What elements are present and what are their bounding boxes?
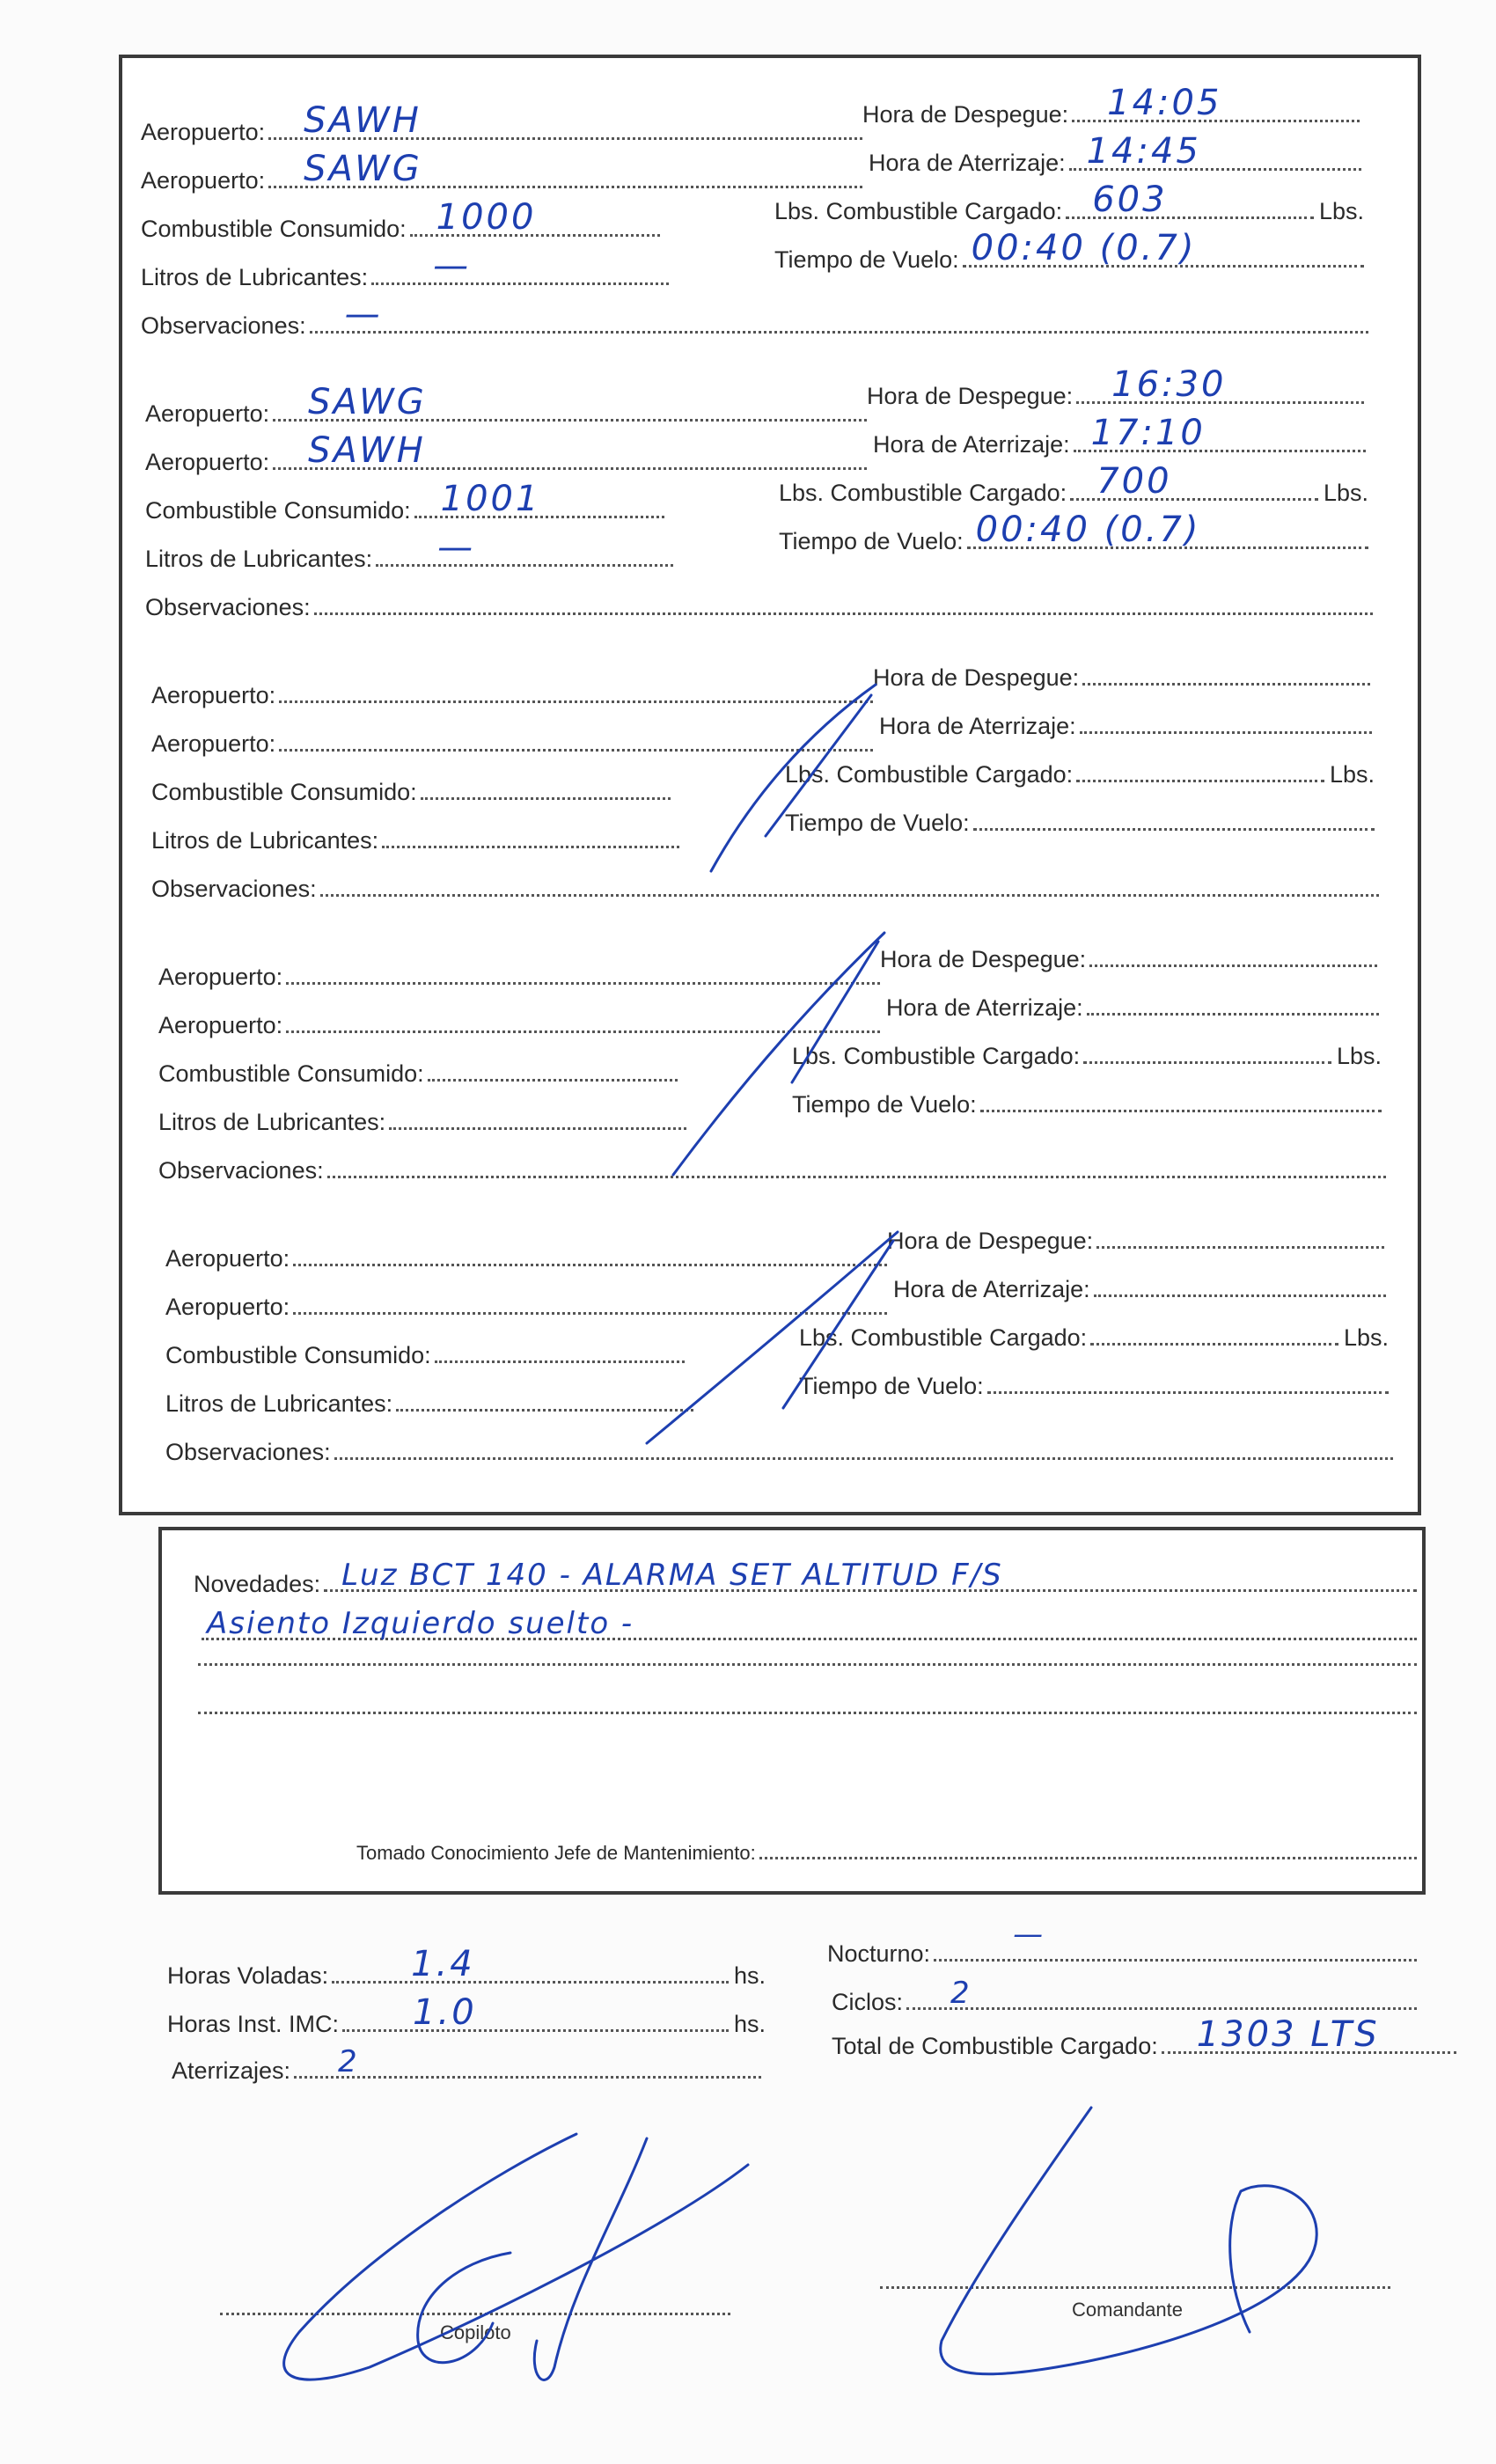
flight-3-fuel-used-row: [151, 774, 671, 806]
airport-from-label: Aeropuerto:: [151, 682, 276, 708]
flight-4-airport-to-row: [158, 1008, 880, 1039]
lubricants-label: Litros de Lubricantes:: [145, 546, 373, 572]
airport-to-value: SAWG: [304, 149, 422, 189]
flight-5-takeoff-field[interactable]: [1096, 1223, 1384, 1249]
novedades-row-1: [194, 1558, 1417, 1598]
lbs-unit: Lbs.: [1336, 1043, 1382, 1069]
night-row: [827, 1917, 1417, 1968]
flight-4-fuel-used-row: [158, 1056, 678, 1088]
flight-4-fuel-used-field[interactable]: [428, 1056, 678, 1082]
landings-row: [172, 2044, 761, 2085]
airport-to-label: Aeropuerto:: [165, 1294, 290, 1320]
flight-5-flight-time-field[interactable]: [987, 1368, 1389, 1394]
flight-4-takeoff-row: [880, 942, 1377, 973]
flight-3-landing-row: [879, 708, 1372, 740]
night-field[interactable]: [934, 1917, 1417, 1962]
fuel-used-value: 1001: [440, 479, 541, 519]
observations-label: Observaciones:: [165, 1439, 331, 1465]
copilot-signature-line[interactable]: [220, 2313, 730, 2315]
airport-to-label: Aeropuerto:: [158, 1012, 283, 1038]
acknowledged-row: [356, 1839, 1417, 1865]
fuel-used-label: Combustible Consumido:: [151, 779, 417, 805]
lubricants-label: Litros de Lubricantes:: [165, 1390, 393, 1417]
lubricants-label: Litros de Lubricantes:: [158, 1109, 386, 1135]
flight-3-fuel-loaded-field[interactable]: [1076, 757, 1324, 782]
copilot-label: Copiloto: [440, 2321, 511, 2343]
flight-time-label: Tiempo de Vuelo:: [779, 528, 964, 554]
night-label: Nocturno:: [827, 1940, 931, 1967]
flight-5-fuel-loaded-field[interactable]: [1090, 1320, 1338, 1346]
hours-flown-row: [167, 1944, 766, 1990]
flight-3-airport-to-field[interactable]: [279, 726, 873, 752]
flight-2-landing-row: [873, 413, 1366, 458]
flight-3-airport-from-row: [151, 678, 873, 709]
night-value: —: [1013, 1917, 1045, 1952]
flight-1-fuel-used-field[interactable]: [410, 197, 660, 238]
flight-2-landing-field[interactable]: [1074, 413, 1366, 453]
flight-1-observations-field[interactable]: [310, 294, 1368, 334]
flight-5-takeoff-row: [887, 1223, 1384, 1255]
hours-imc-value: 1.0: [413, 1992, 477, 2033]
flight-5-fuel-used-row: [165, 1338, 685, 1369]
commander-signature-icon: [941, 2108, 1316, 2374]
total-fuel-value: 1303 LTS: [1196, 2014, 1380, 2055]
airport-to-label: Aeropuerto:: [151, 730, 276, 757]
commander-signature-line[interactable]: [880, 2286, 1390, 2289]
flight-3-flight-time-field[interactable]: [973, 805, 1375, 831]
flight-5-airport-from-field[interactable]: [293, 1241, 887, 1266]
flight-1-flight-time-field[interactable]: [963, 228, 1364, 268]
flight-5-fuel-used-field[interactable]: [435, 1338, 685, 1363]
flight-2-observations-field[interactable]: [314, 590, 1373, 615]
fuel-loaded-label: Lbs. Combustible Cargado:: [785, 761, 1074, 788]
takeoff-label: Hora de Despegue:: [887, 1228, 1094, 1254]
airport-from-value: SAWH: [304, 100, 422, 141]
flight-4-lubricants-row: [158, 1104, 686, 1136]
flight-1-flight-time-row: [774, 228, 1364, 274]
flight-5-lubricants-row: [165, 1386, 693, 1418]
flight-4-fuel-loaded-field[interactable]: [1083, 1038, 1331, 1064]
novedades-line-4[interactable]: [198, 1712, 1417, 1714]
fuel-used-label: Combustible Consumido:: [145, 497, 411, 524]
fuel-used-value: 1000: [436, 197, 537, 238]
flight-time-label: Tiempo de Vuelo:: [774, 246, 959, 273]
landing-label: Hora de Aterrizaje:: [886, 994, 1083, 1021]
flight-2-fuel-loaded-row: [779, 461, 1368, 507]
flight-2-fuel-loaded-field[interactable]: [1070, 461, 1318, 502]
flight-5-airport-to-row: [165, 1289, 887, 1321]
landing-value: 17:10: [1090, 413, 1206, 453]
flight-5-landing-row: [893, 1272, 1386, 1303]
flight-time-value: 00:40 (0.7): [971, 228, 1197, 268]
total-fuel-field[interactable]: [1162, 2014, 1456, 2055]
flight-2-airport-to-field[interactable]: [273, 430, 867, 471]
flight-4-flight-time-field[interactable]: [980, 1087, 1382, 1112]
takeoff-label: Hora de Despegue:: [862, 101, 1069, 128]
hours-imc-label: Horas Inst. IMC:: [167, 2011, 340, 2037]
airport-from-label: Aeropuerto:: [158, 964, 283, 990]
flight-4-landing-row: [886, 990, 1379, 1022]
fuel-loaded-value: 700: [1096, 461, 1172, 502]
landings-label: Aterrizajes:: [172, 2057, 291, 2084]
fuel-loaded-label: Lbs. Combustible Cargado:: [799, 1324, 1088, 1351]
flight-time-label: Tiempo de Vuelo:: [799, 1373, 984, 1399]
flight-1-airport-to-row: [141, 149, 862, 194]
cycles-value: 2: [950, 1976, 972, 2011]
fuel-used-label: Combustible Consumido:: [165, 1342, 431, 1368]
novedades-row-2: [198, 1606, 1417, 1641]
flight-1-fuel-loaded-row: [774, 180, 1364, 225]
flight-4-flight-time-row: [792, 1087, 1382, 1118]
fuel-loaded-value: 603: [1092, 180, 1168, 220]
novedades-text-2: Asiento Izquierdo suelto -: [207, 1606, 634, 1641]
novedades-line-2[interactable]: [202, 1606, 1417, 1641]
acknowledged-field[interactable]: [759, 1839, 1417, 1859]
flight-4-fuel-loaded-row: [792, 1038, 1382, 1070]
flight-1-airport-from-row: [141, 100, 862, 146]
flight-1-airport-from-field[interactable]: [268, 100, 862, 141]
hours-flown-field[interactable]: [332, 1944, 729, 1984]
flight-2-airport-to-row: [145, 430, 867, 476]
flight-3-landing-field[interactable]: [1080, 708, 1372, 734]
flight-2-observations-row: [145, 590, 1373, 621]
commander-label: Comandante: [1072, 2299, 1183, 2321]
flight-4-airport-from-row: [158, 959, 880, 991]
copilot-signature-icon: [284, 2134, 748, 2380]
flight-5-lubricants-field[interactable]: [396, 1386, 693, 1412]
observations-value: —: [344, 294, 383, 334]
flight-3-airport-from-field[interactable]: [279, 678, 873, 703]
flight-4-observations-row: [158, 1153, 1386, 1184]
lubricants-value: —: [433, 246, 472, 286]
flight-2-airport-from-field[interactable]: [273, 382, 867, 422]
observations-label: Observaciones:: [145, 594, 311, 620]
fuel-loaded-label: Lbs. Combustible Cargado:: [792, 1043, 1081, 1069]
novedades-line-3[interactable]: [198, 1663, 1417, 1666]
airport-from-value: SAWG: [308, 382, 427, 422]
novedades-text-1: Luz BCT 140 - ALARMA SET ALTITUD F/S: [341, 1558, 1003, 1593]
flight-2-fuel-used-field[interactable]: [414, 479, 664, 519]
flight-3-observations-field[interactable]: [320, 871, 1379, 897]
landing-value: 14:45: [1086, 131, 1201, 172]
acknowledged-label: Tomado Conocimiento Jefe de Mantenimiento:: [356, 1842, 756, 1864]
flight-2-flight-time-field[interactable]: [967, 510, 1368, 550]
novedades-line-1[interactable]: [324, 1558, 1417, 1593]
flight-1-fuel-loaded-field[interactable]: [1066, 180, 1314, 220]
landings-field[interactable]: [294, 2044, 761, 2079]
flight-1-lubricants-field[interactable]: [371, 246, 669, 286]
flight-4-observations-field[interactable]: [327, 1153, 1386, 1178]
cycles-field[interactable]: [906, 1976, 1417, 2011]
flight-1-observations-row: [141, 294, 1368, 340]
airport-to-label: Aeropuerto:: [145, 449, 270, 475]
landing-label: Hora de Aterrizaje:: [869, 150, 1066, 176]
flight-2-lubricants-row: [145, 527, 673, 573]
flight-2-flight-time-row: [779, 510, 1368, 555]
flight-3-flight-time-row: [785, 805, 1375, 837]
fuel-loaded-label: Lbs. Combustible Cargado:: [774, 198, 1063, 224]
lbs-unit: Lbs.: [1318, 198, 1364, 224]
flight-3-fuel-loaded-row: [785, 757, 1375, 788]
hours-flown-unit: hs.: [733, 1962, 766, 1989]
hours-flown-value: 1.4: [411, 1944, 475, 1984]
takeoff-value: 14:05: [1107, 83, 1222, 123]
cycles-row: [832, 1976, 1417, 2016]
landing-label: Hora de Aterrizaje:: [873, 431, 1070, 458]
flight-4-lubricants-field[interactable]: [389, 1104, 686, 1130]
flight-1-airport-to-field[interactable]: [268, 149, 862, 189]
flight-3-airport-to-row: [151, 726, 873, 758]
flight-1-landing-field[interactable]: [1069, 131, 1361, 172]
hours-imc-field[interactable]: [342, 1992, 729, 2033]
lbs-unit: Lbs.: [1329, 761, 1375, 788]
flight-5-observations-row: [165, 1434, 1393, 1466]
lbs-unit: Lbs.: [1323, 480, 1368, 506]
flight-5-observations-field[interactable]: [334, 1434, 1393, 1460]
lubricants-label: Litros de Lubricantes:: [151, 827, 379, 854]
flight-3-takeoff-row: [873, 660, 1370, 692]
flight-5-airport-from-row: [165, 1241, 887, 1272]
cycles-label: Ciclos:: [832, 1989, 904, 2015]
flight-2-lubricants-field[interactable]: [376, 527, 673, 568]
takeoff-value: 16:30: [1111, 364, 1227, 405]
airport-to-label: Aeropuerto:: [141, 167, 266, 194]
hours-imc-unit: hs.: [733, 2011, 766, 2037]
flight-1-lubricants-row: [141, 246, 669, 291]
flight-1-takeoff-field[interactable]: [1072, 83, 1360, 123]
flight-1-landing-row: [869, 131, 1361, 177]
flight-3-observations-row: [151, 871, 1379, 903]
fuel-used-label: Combustible Consumido:: [141, 216, 407, 242]
flight-2-airport-from-row: [145, 382, 867, 428]
takeoff-label: Hora de Despegue:: [880, 946, 1087, 972]
airport-from-label: Aeropuerto:: [165, 1245, 290, 1272]
flight-3-lubricants-field[interactable]: [382, 823, 679, 848]
flight-4-landing-field[interactable]: [1087, 990, 1379, 1016]
lubricants-value: —: [437, 527, 476, 568]
takeoff-label: Hora de Despegue:: [867, 383, 1074, 409]
flight-5-landing-field[interactable]: [1094, 1272, 1386, 1297]
total-fuel-label: Total de Combustible Cargado:: [832, 2033, 1158, 2059]
flight-4-airport-to-field[interactable]: [286, 1008, 880, 1033]
flight-time-label: Tiempo de Vuelo:: [792, 1091, 977, 1118]
flight-5-fuel-loaded-row: [799, 1320, 1389, 1352]
flight-1-fuel-used-row: [141, 197, 660, 243]
flight-2-takeoff-field[interactable]: [1076, 364, 1364, 405]
flight-2-fuel-used-row: [145, 479, 664, 524]
hours-flown-label: Horas Voladas:: [167, 1962, 329, 1989]
landing-label: Hora de Aterrizaje:: [893, 1276, 1090, 1302]
flight-5-flight-time-row: [799, 1368, 1389, 1400]
landings-value: 2: [338, 2044, 359, 2079]
flight-3-fuel-used-field[interactable]: [421, 774, 671, 800]
airport-from-label: Aeropuerto:: [141, 119, 266, 145]
takeoff-label: Hora de Despegue:: [873, 664, 1080, 691]
flight-time-label: Tiempo de Vuelo:: [785, 810, 970, 836]
novedades-label: Novedades:: [194, 1571, 321, 1597]
total-fuel-row: [832, 2014, 1456, 2060]
observations-label: Observaciones:: [141, 312, 306, 339]
flight-3-lubricants-row: [151, 823, 679, 854]
fuel-loaded-label: Lbs. Combustible Cargado:: [779, 480, 1067, 506]
airport-to-value: SAWH: [308, 430, 426, 471]
flight-1-takeoff-row: [862, 83, 1360, 128]
lubricants-label: Litros de Lubricantes:: [141, 264, 369, 290]
flight-5-airport-to-field[interactable]: [293, 1289, 887, 1315]
landing-label: Hora de Aterrizaje:: [879, 713, 1076, 739]
flight-3-takeoff-field[interactable]: [1082, 660, 1370, 686]
flight-4-airport-from-field[interactable]: [286, 959, 880, 985]
flight-time-value: 00:40 (0.7): [975, 510, 1201, 550]
observations-label: Observaciones:: [158, 1157, 324, 1184]
lbs-unit: Lbs.: [1343, 1324, 1389, 1351]
flight-2-takeoff-row: [867, 364, 1364, 410]
fuel-used-label: Combustible Consumido:: [158, 1060, 424, 1087]
flight-4-takeoff-field[interactable]: [1089, 942, 1377, 967]
observations-label: Observaciones:: [151, 876, 317, 902]
hours-imc-row: [167, 1992, 766, 2038]
airport-from-label: Aeropuerto:: [145, 400, 270, 427]
